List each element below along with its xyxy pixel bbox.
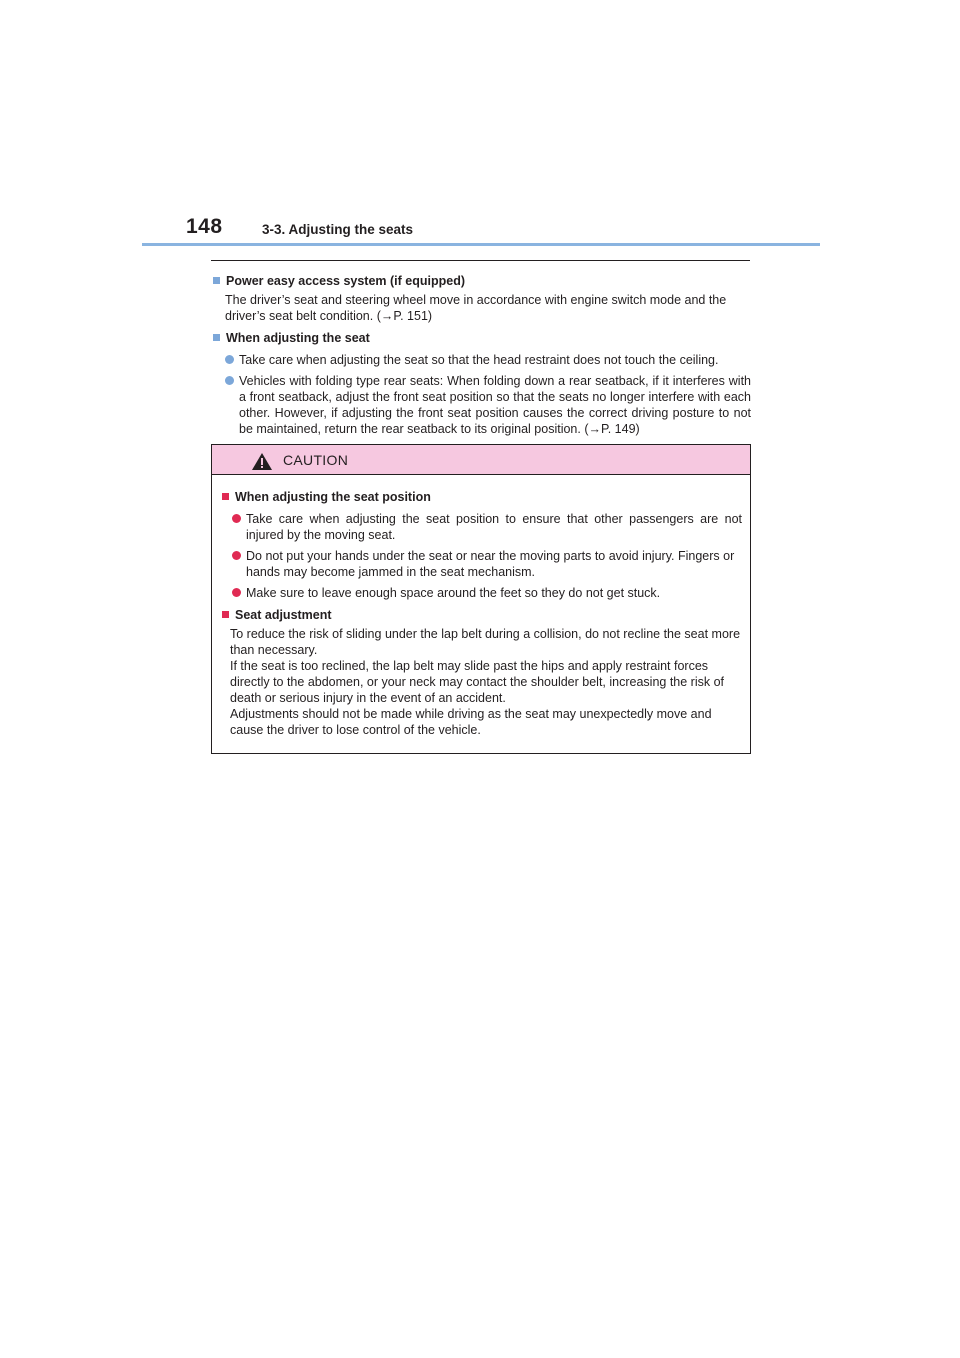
note-heading <box>211 330 751 346</box>
caution-bullet <box>220 548 742 580</box>
caution-bullet-text: Make sure to leave enough space around the feet so they do not get stuck. <box>246 586 661 600</box>
square-bullet-icon <box>222 493 229 500</box>
header-divider <box>142 243 820 246</box>
page-header <box>0 0 960 250</box>
note-heading <box>211 273 751 289</box>
circle-bullet-icon <box>232 514 241 523</box>
caution-heading <box>220 607 742 623</box>
note-heading-text: When adjusting the seat <box>226 331 370 345</box>
note-heading-text: Power easy access system (if equipped) <box>226 274 465 288</box>
circle-bullet-icon <box>225 376 234 385</box>
caution-box <box>211 444 751 754</box>
content-divider <box>211 260 750 261</box>
caution-heading-text: Seat adjustment <box>235 608 332 622</box>
note-bullet-text: Take care when adjusting the seat so that the head restraint does not touch the ceiling. <box>239 353 719 367</box>
caution-bullet-text: Do not put your hands under the seat or near the moving parts to avoid injury. Fingers or hands may become jammed in the seat mechanism. <box>246 549 735 579</box>
caution-heading <box>220 489 742 505</box>
caution-heading-text: When adjusting the seat position <box>235 490 431 504</box>
caution-paragraph: Adjustments should not be made while driving as the seat may unexpectedly move and cause the driver to lose control of the vehicle. <box>230 707 712 737</box>
caution-bullet <box>220 511 742 543</box>
caution-bullet <box>220 585 742 601</box>
warning-triangle-icon <box>252 453 272 470</box>
caution-paragraph: If the seat is too reclined, the lap belt may slide past the hips and apply restraint forces directly to the abdomen, or your neck may contact the shoulder belt, increasing the risk of death or serious injury in the event of an accident. <box>230 659 725 705</box>
circle-bullet-icon <box>232 588 241 597</box>
note-bullet <box>211 352 751 368</box>
note-bullet <box>211 373 751 437</box>
circle-bullet-icon <box>225 355 234 364</box>
caution-label: CAUTION <box>283 451 349 468</box>
circle-bullet-icon <box>232 551 241 560</box>
section-title: 3-3. Adjusting the seats <box>262 222 414 237</box>
caution-paragraph: To reduce the risk of sliding under the lap belt during a collision, do not recline the seat more than necessary. <box>230 627 741 657</box>
caution-bullet-text: Take care when adjusting the seat position to ensure that other passengers are not injured by the moving seat. <box>246 512 742 542</box>
caution-body <box>212 475 750 738</box>
note-bullet-text: Vehicles with folding type rear seats: When folding down a rear seatback, if it interferes with a front seatback, adjust the front seat position so that the seats no longer interfere with each other. However, if adjusting the front seat position causes the correct driving posture to not be maintained, return the rear seatback to its original position. (→P. 149) <box>239 374 751 436</box>
square-bullet-icon <box>213 334 220 341</box>
page-number: 148 <box>186 215 223 238</box>
note-paragraph: The driver’s seat and steering wheel move in accordance with engine switch mode and the driver’s seat belt condition. (→P. 151) <box>225 293 727 323</box>
caution-header <box>212 445 750 475</box>
square-bullet-icon <box>222 611 229 618</box>
notes-section <box>211 268 751 437</box>
square-bullet-icon <box>213 277 220 284</box>
